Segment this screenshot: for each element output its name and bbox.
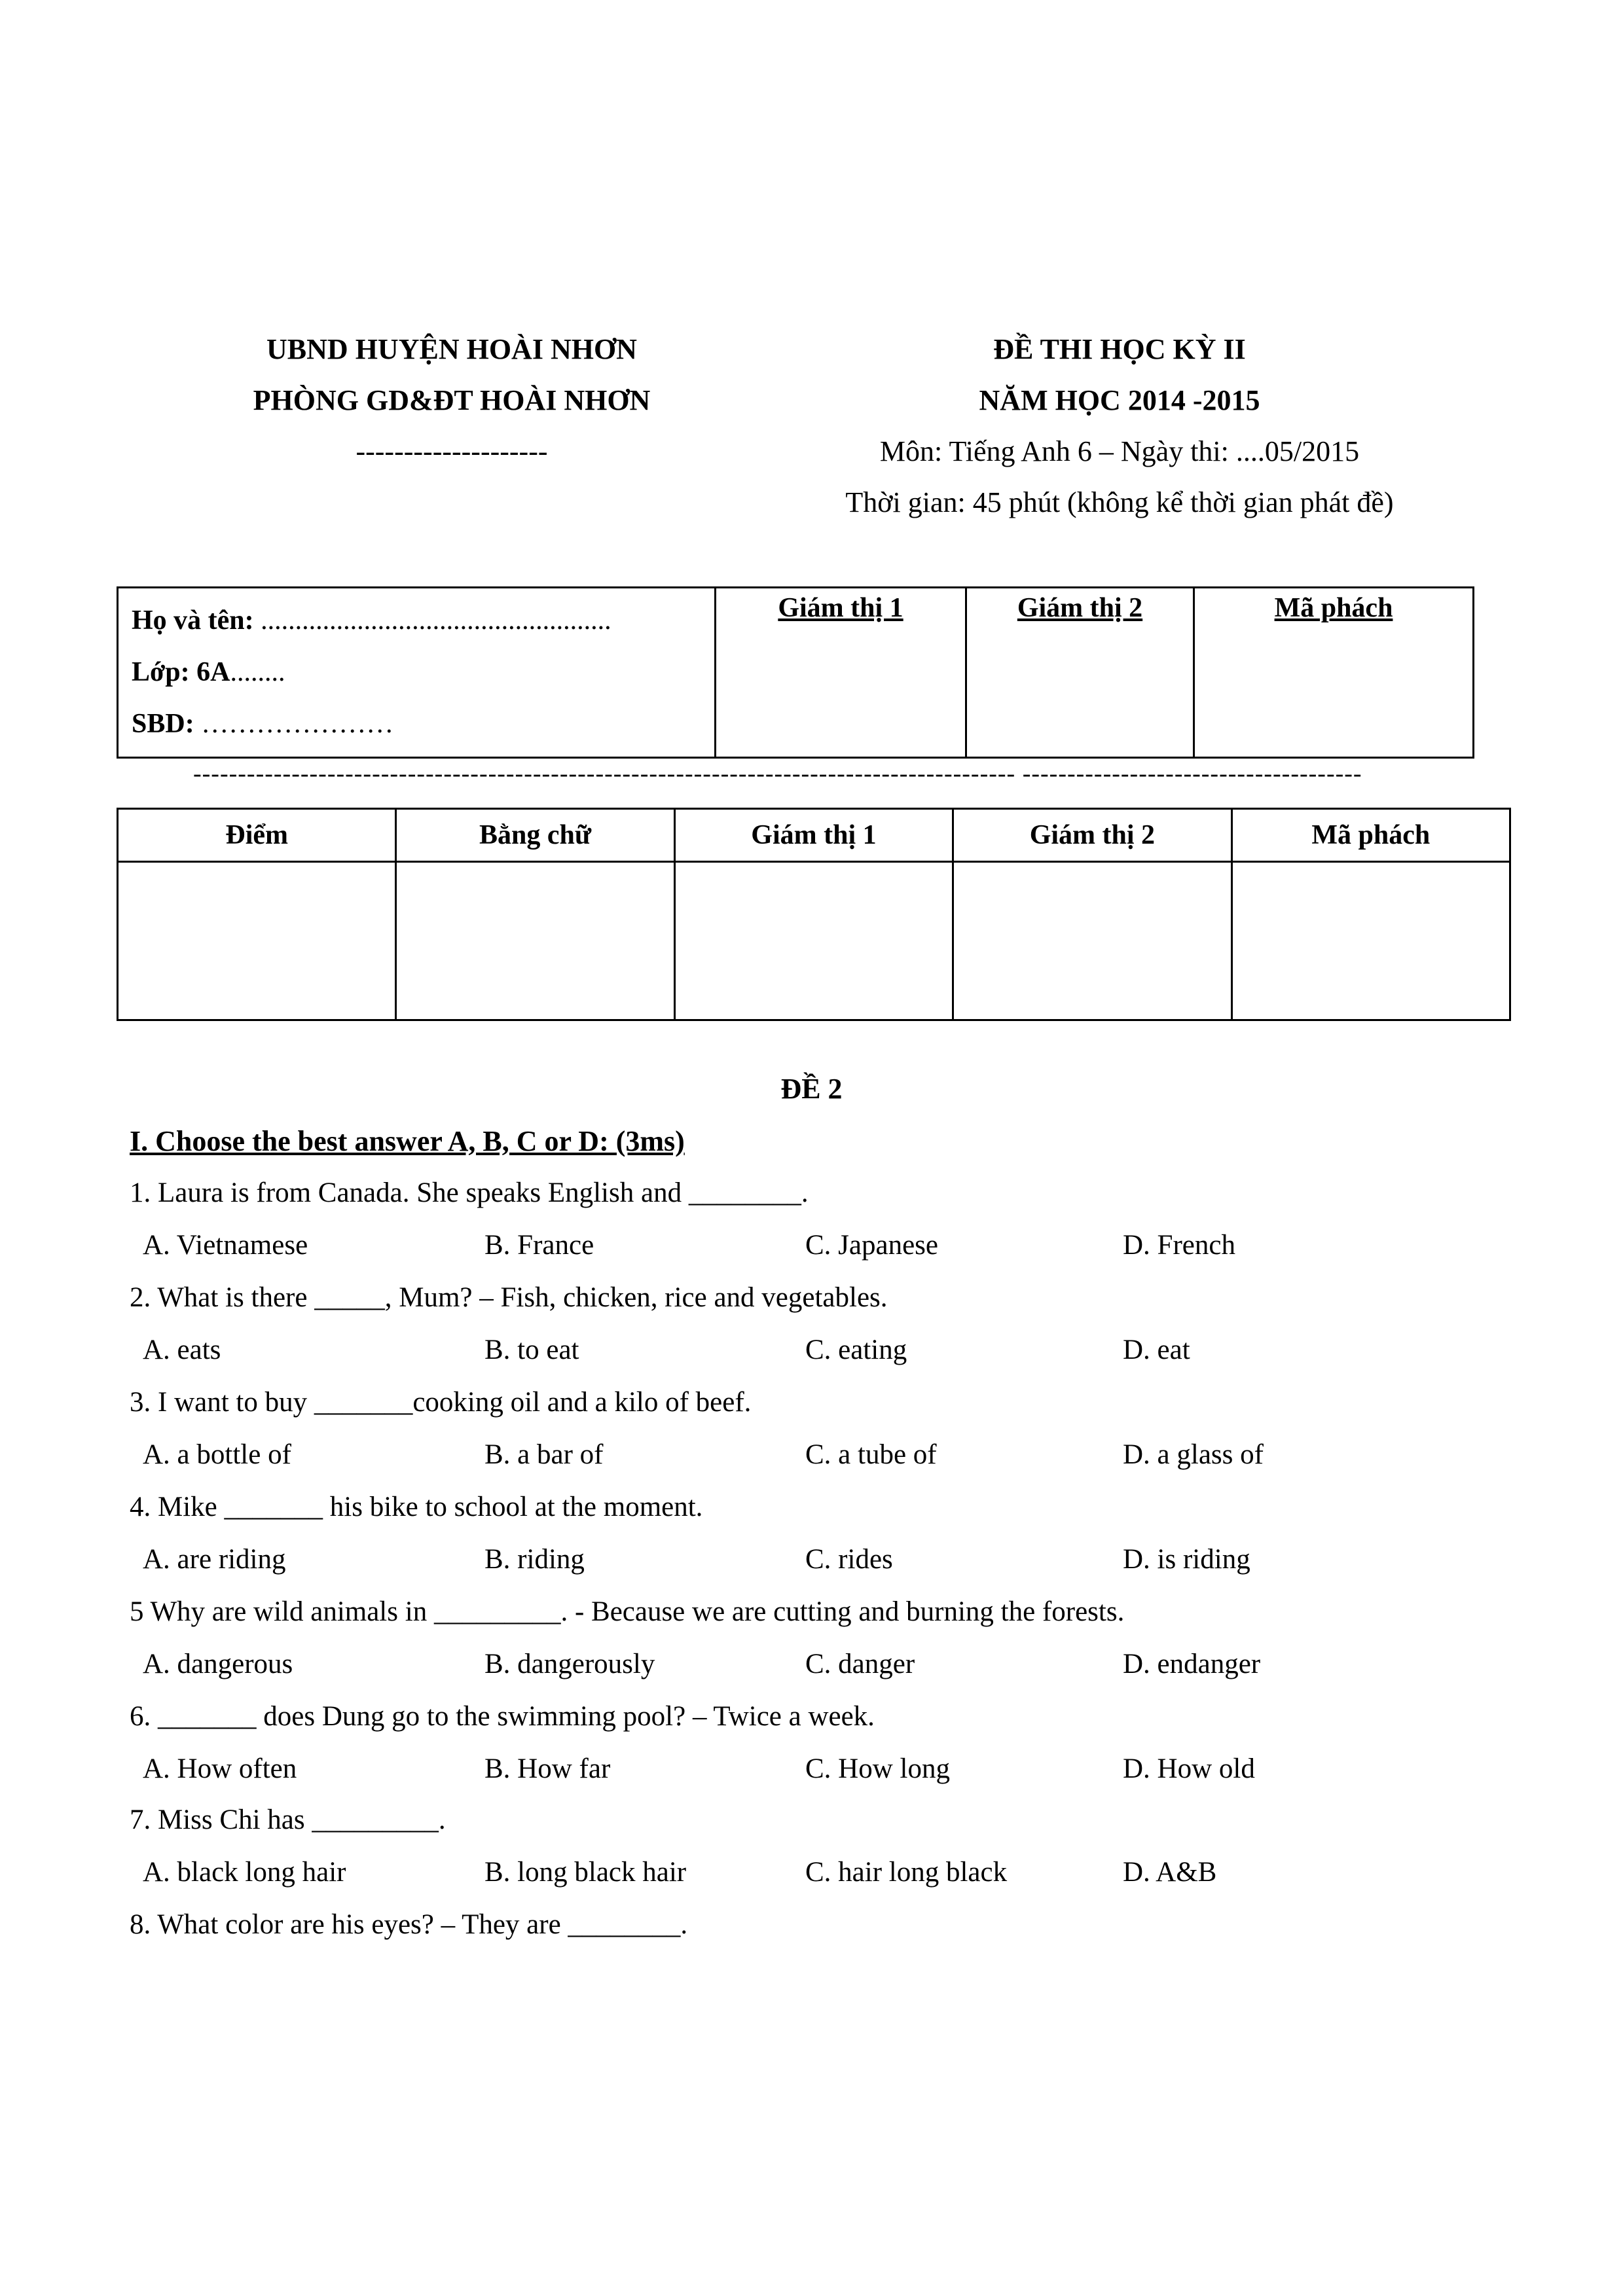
q6-option-a[interactable]: A. How often	[143, 1753, 297, 1784]
score-header-code: Mã phách	[1231, 809, 1510, 862]
q6-option-d[interactable]: D. How old	[1123, 1753, 1255, 1784]
score-cell-proctor2[interactable]	[953, 862, 1231, 1020]
student-class-line	[132, 647, 701, 698]
question-6: 6. _______ does Dung go to the swimming pool? – Twice a week.	[130, 1701, 875, 1732]
score-cell-proctor1[interactable]	[674, 862, 953, 1020]
q7-option-b[interactable]: B. long black hair	[484, 1857, 687, 1888]
q2-option-c[interactable]: C. eating	[805, 1335, 907, 1365]
student-info-cell	[118, 588, 716, 758]
student-name-label: Họ và tên:	[132, 605, 261, 636]
score-header-diem: Điểm	[118, 809, 396, 862]
proctor1-cell	[716, 588, 966, 758]
proctor2-cell	[966, 588, 1194, 758]
q4-option-a[interactable]: A. are riding	[143, 1544, 286, 1575]
code-cell	[1194, 588, 1474, 758]
school-year: NĂM HỌC 2014 -2015	[979, 384, 1260, 416]
exam-title: ĐỀ THI HỌC KỲ II	[993, 333, 1246, 365]
q6-option-c[interactable]: C. How long	[805, 1753, 950, 1784]
score-header-bang-chu: Bằng chữ	[396, 809, 674, 862]
q6-option-b[interactable]: B. How far	[484, 1753, 611, 1784]
q4-option-d[interactable]: D. is riding	[1123, 1544, 1250, 1575]
header-left	[190, 324, 714, 477]
q5-option-d[interactable]: D. endanger	[1123, 1649, 1261, 1679]
q3-option-b[interactable]: B. a bar of	[484, 1439, 604, 1470]
q7-option-c[interactable]: C. hair long black	[805, 1857, 1008, 1888]
q7-option-a[interactable]: A. black long hair	[143, 1857, 346, 1888]
student-info-table	[117, 586, 1474, 759]
proctor1-label: Giám thị 1	[778, 593, 903, 623]
q5-option-b[interactable]: B. dangerously	[484, 1649, 655, 1679]
question-7: 7. Miss Chi has _________.	[130, 1804, 446, 1835]
q1-option-b[interactable]: B. France	[484, 1230, 594, 1261]
student-sbd-label: SBD:	[132, 709, 202, 739]
q3-option-c[interactable]: C. a tube of	[805, 1439, 937, 1470]
cut-line: -------------------------------------------------------------------------------------------- --------------------------------------	[193, 760, 1362, 787]
score-cell-diem[interactable]	[118, 862, 396, 1020]
question-5: 5 Why are wild animals in _________. - Because we are cutting and burning the forests.	[130, 1596, 1125, 1627]
q4-option-c[interactable]: C. rides	[805, 1544, 893, 1575]
q2-option-b[interactable]: B. to eat	[484, 1335, 579, 1365]
student-class-label: Lớp: 6A	[132, 657, 230, 687]
q1-option-a[interactable]: A. Vietnamese	[143, 1230, 308, 1261]
subject-date: Môn: Tiếng Anh 6 – Ngày thi: ....05/2015	[879, 435, 1360, 467]
department-name: PHÒNG GD&ĐT HOÀI NHƠN	[253, 384, 651, 416]
proctor2-label: Giám thị 2	[1017, 593, 1143, 623]
question-1: 1. Laura is from Canada. She speaks English and ________.	[130, 1177, 809, 1208]
question-3: 3. I want to buy _______cooking oil and a kilo of beef.	[130, 1387, 752, 1418]
q7-option-d[interactable]: D. A&B	[1123, 1857, 1217, 1888]
header-left-separator: --------------------	[356, 435, 548, 467]
student-sbd-field[interactable]: …………………	[201, 709, 394, 739]
student-name-field[interactable]: ...................................................	[261, 605, 611, 636]
score-header-proctor2: Giám thị 2	[953, 809, 1231, 862]
question-2: 2. What is there _____, Mum? – Fish, chicken, rice and vegetables.	[130, 1282, 888, 1313]
header-right	[753, 324, 1486, 528]
authority-name: UBND HUYỆN HOÀI NHƠN	[266, 333, 637, 365]
exam-code: ĐỀ 2	[780, 1073, 843, 1105]
q1-option-d[interactable]: D. French	[1123, 1230, 1235, 1261]
score-cell-code[interactable]	[1231, 862, 1510, 1020]
student-class-field[interactable]: ........	[230, 657, 285, 687]
question-8: 8. What color are his eyes? – They are ________.	[130, 1909, 688, 1940]
exam-duration: Thời gian: 45 phút (không kể thời gian phát đề)	[845, 486, 1394, 518]
question-4: 4. Mike _______ his bike to school at the moment.	[130, 1492, 703, 1522]
q3-option-a[interactable]: A. a bottle of	[143, 1439, 291, 1470]
q2-option-a[interactable]: A. eats	[143, 1335, 221, 1365]
score-cell-bang-chu[interactable]	[396, 862, 674, 1020]
q5-option-c[interactable]: C. danger	[805, 1649, 915, 1679]
q4-option-b[interactable]: B. riding	[484, 1544, 585, 1575]
code-label: Mã phách	[1274, 593, 1393, 623]
score-table	[117, 808, 1511, 1021]
score-header-proctor1: Giám thị 1	[674, 809, 953, 862]
student-name-line	[132, 595, 701, 647]
student-sbd-line	[132, 698, 701, 750]
q2-option-d[interactable]: D. eat	[1123, 1335, 1190, 1365]
q3-option-d[interactable]: D. a glass of	[1123, 1439, 1264, 1470]
q1-option-c[interactable]: C. Japanese	[805, 1230, 938, 1261]
q5-option-a[interactable]: A. dangerous	[143, 1649, 293, 1679]
section-title: I. Choose the best answer A, B, C or D: (3ms)	[130, 1125, 685, 1157]
